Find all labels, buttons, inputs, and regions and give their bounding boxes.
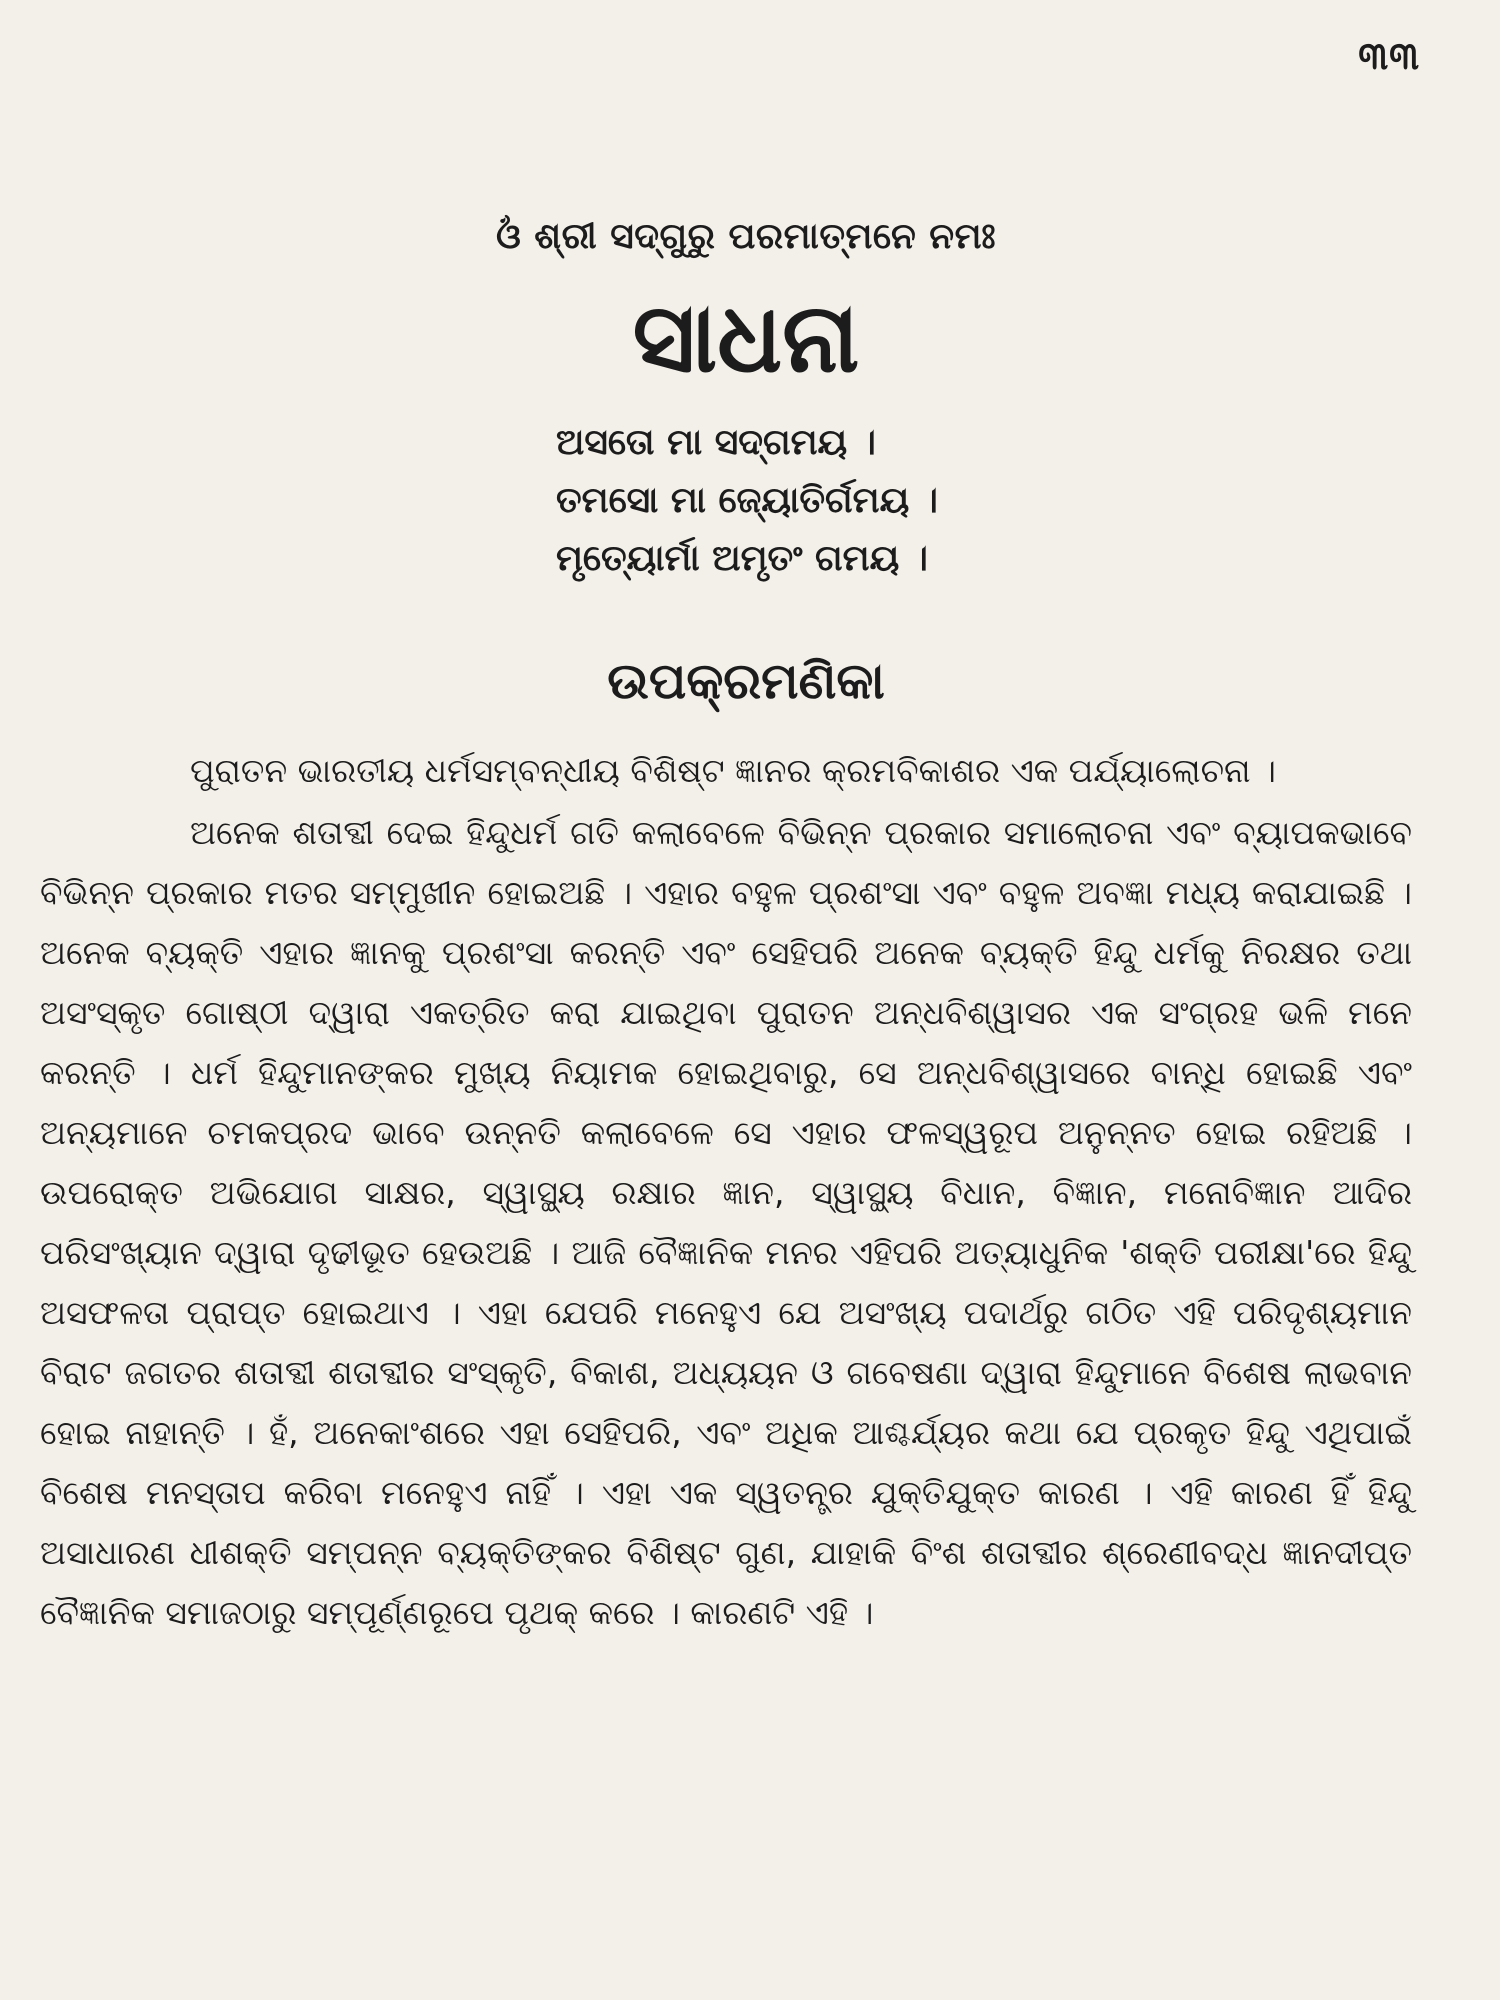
- paragraph: ଅନେକ ଶତାବ୍ଦୀ ଦେଇ ହିନ୍ଦୁଧର୍ମ ଗତି କଲାବେଳେ ବିଭିନ୍ନ ପ୍ରକାର ସମାଲୋଚନା ଏବଂ ବ୍ୟାପକଭାବେ ବିଭିନ୍ନ ପ୍ରକାର ମତର ସମ୍ମୁଖୀନ ହୋଇଅଛି । ଏହାର ବହୁଳ ପ୍ରଶଂସା ଏବଂ ବହୁଳ ଅବଜ୍ଞା ମଧ୍ୟ କରାଯାଇଛି । ଅନେକ ବ୍ୟକ୍ତି ଏହାର ଜ୍ଞାନକୁ ପ୍ରଶଂସା କରନ୍ତି ଏବଂ ସେହିପରି ଅନେକ ବ୍ୟକ୍ତି ହିନ୍ଦୁ ଧର୍ମକୁ ନିରକ୍ଷର ତଥା ଅସଂସ୍କୃତ ଗୋଷ୍ଠୀ ଦ୍ୱାରା ଏକତ୍ରିତ କରା ଯାଇଥିବା ପୁରାତନ ଅନ୍ଧବିଶ୍ୱାସର ଏକ ସଂଗ୍ରହ ଭଳି ମନେ କରନ୍ତି । ଧର୍ମ ହିନ୍ଦୁମାନଙ୍କର ମୁଖ୍ୟ ନିୟାମକ ହୋଇଥିବାରୁ, ସେ ଅନ୍ଧବିଶ୍ୱାସରେ ବାନ୍ଧି ହୋଇଛି ଏବଂ ଅନ୍ୟମାନେ ଚମକପ୍ରଦ ଭାବେ ଉନ୍ନତି କଲାବେଳେ ସେ ଏହାର ଫଳସ୍ୱରୂପ ଅନୁନ୍ନତ ହୋଇ ରହିଅଛି । ଉପରୋକ୍ତ ଅଭିଯୋଗ ସାକ୍ଷର, ସ୍ୱାସ୍ଥ୍ୟ ରକ୍ଷାର ଜ୍ଞାନ, ସ୍ୱାସ୍ଥ୍ୟ ବିଧାନ, ବିଜ୍ଞାନ, ମନୋବିଜ୍ଞାନ ଆଦିର ପରିସଂଖ୍ୟାନ ଦ୍ୱାରା ଦୃଢୀଭୂତ ହେଉଅଛି । ଆଜି ବୈଜ୍ଞାନିକ ମନର ଏହିପରି ଅତ୍ୟାଧୁନିକ 'ଶକ୍ତି ପରୀକ୍ଷା'ରେ ହିନ୍ଦୁ ଅସଫଳତା ପ୍ରାପ୍ତ ହୋଇଥାଏ । ଏହା ଯେପରି ମନେହୁଏ ଯେ ଅସଂଖ୍ୟ ପଦାର୍ଥରୁ ଗଠିତ ଏହି ପରିଦୃଶ୍ୟମାନ ବିରାଟ ଜଗତର ଶତାବ୍ଦୀ ଶତାବ୍ଦୀର ସଂସ୍କୃତି, ବିକାଶ, ଅଧ୍ୟୟନ ଓ ଗବେଷଣା ଦ୍ୱାରା ହିନ୍ଦୁମାନେ ବିଶେଷ ଲାଭବାନ ହୋଇ ନାହାନ୍ତି । ହଁ, ଅନେକାଂଶରେ ଏହା ସେହିପରି, ଏବଂ ଅଧିକ ଆଶ୍ଚର୍ଯ୍ୟର କଥା ଯେ ପ୍ରକୃତ ହିନ୍ଦୁ ଏଥିପାଇଁ ବିଶେଷ ମନସ୍ତାପ କରିବା ମନେହୁଏ ନାହିଁ । ଏହା ଏକ ସ୍ୱତନ୍ତ୍ର ଯୁକ୍ତିଯୁକ୍ତ କାରଣ । ଏହି କାରଣ ହିଁ ହିନ୍ଦୁ ଅସାଧାରଣ ଧୀଶକ୍ତି ସମ୍ପନ୍ନ ବ୍ୟକ୍ତିଙ୍କର ବିଶିଷ୍ଟ ଗୁଣ, ଯାହାକି ବିଂଶ ଶତାବ୍ଦୀର ଶ୍ରେଣୀବଦ୍ଧ ଜ୍ଞାନଦୀପ୍ତ ବୈଜ୍ଞାନିକ ସମାଜଠାରୁ ସମ୍ପୂର୍ଣ୍ଣରୂପେ ପୃଥକ୍ କରେ । କାରଣଟି ଏହି ।: [40, 812, 1412, 1632]
- page-number: ୩୩: [1358, 34, 1420, 78]
- mantra-verse: [40, 414, 1412, 588]
- body-text: [40, 741, 1412, 1643]
- page-title: ସାଧନା: [632, 282, 860, 394]
- mantra-line: ତମସୋ ମା ଜ୍ୟୋତିର୍ଗମୟ ।: [556, 479, 939, 521]
- section-heading: ଉପକ୍ରମଣିକା: [607, 651, 885, 710]
- invocation-line: ଓଁ ଶ୍ରୀ ସଦ୍‌ଗୁରୁ ପରମାତ୍ମନେ ନମଃ: [495, 216, 997, 257]
- mantra-line: ମୃତ୍ୟୋର୍ମା ଅମୃତଂ ଗମୟ ।: [556, 537, 929, 579]
- mantra-line: ଅସତୋ ମା ସଦ୍‌ଗମୟ ।: [556, 421, 876, 463]
- paragraph: ପୁରାତନ ଭାରତୀୟ ଧର୍ମସମ୍ବନ୍ଧୀୟ ବିଶିଷ୍ଟ ଜ୍ଞାନର କ୍ରମବିକାଶର ଏକ ପର୍ଯ୍ୟାଲୋଚନା ।: [190, 750, 1276, 790]
